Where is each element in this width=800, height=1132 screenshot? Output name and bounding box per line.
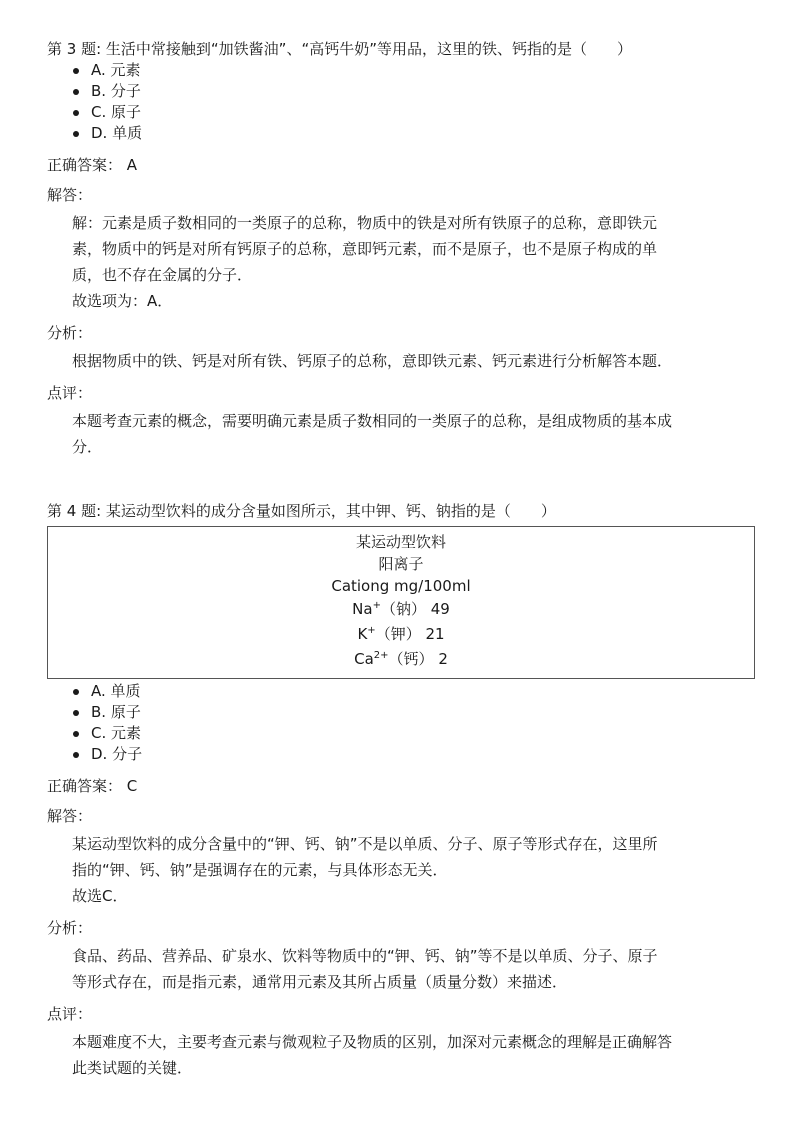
solution-line: 某运动型饮料的成分含量中的“钾、钙、钠”不是以单质、分子、原子等形式存在，这里所 bbox=[72, 835, 658, 853]
correct-answer: 正确答案： C bbox=[47, 777, 138, 795]
comment-label: 点评： bbox=[47, 384, 93, 402]
question-3 bbox=[47, 38, 757, 460]
table-unit: Cationg mg/100ml bbox=[331, 577, 471, 595]
analysis-line: 等形式存在，而是指元素，通常用元素及其所占质量（质量分数）来描述． bbox=[72, 973, 568, 991]
solution-body bbox=[47, 210, 757, 314]
option-c: C. 原子 bbox=[73, 102, 757, 123]
solution-body bbox=[47, 831, 757, 909]
table-subtitle: 阳离子 bbox=[378, 555, 424, 573]
analysis-body bbox=[47, 943, 757, 995]
option-b: B. 原子 bbox=[73, 702, 757, 723]
solution-line: 素，物质中的钙是对所有钙原子的总称，意即钙元素，而不是原子，也不是原子构成的单 bbox=[72, 240, 658, 258]
comment-label: 点评： bbox=[47, 1005, 93, 1023]
solution-line: 故选项为：A． bbox=[72, 292, 173, 310]
question-4-title: 第 4 题: 某运动型饮料的成分含量如图所示，其中钾、钙、钠指的是（ ） bbox=[47, 502, 556, 520]
correct-answer: 正确答案： A bbox=[47, 156, 138, 174]
comment-line: 本题难度不大，主要考查元素与微观粒子及物质的区别，加深对元素概念的理解是正确解答 bbox=[72, 1033, 673, 1051]
table-title: 某运动型饮料 bbox=[355, 533, 446, 551]
solution-label: 解答： bbox=[47, 807, 93, 825]
table-row-potassium: K+（钾） 21 bbox=[357, 625, 445, 643]
analysis-line: 食品、药品、营养品、矿泉水、饮料等物质中的“钾、钙、钠”等不是以单质、分子、原子 bbox=[72, 947, 658, 965]
analysis-label: 分析： bbox=[47, 919, 93, 937]
solution-line: 质，也不存在金属的分子． bbox=[72, 266, 253, 284]
comment-body bbox=[47, 1029, 757, 1081]
table-row-sodium: Na+（钠） 49 bbox=[352, 600, 450, 618]
option-d: D. 单质 bbox=[73, 123, 757, 144]
analysis-label: 分析： bbox=[47, 324, 93, 342]
solution-line: 指的“钾、钙、钠”是强调存在的元素，与具体形态无关． bbox=[72, 861, 448, 879]
comment-line: 本题考查元素的概念，需要明确元素是质子数相同的一类原子的总称，是组成物质的基本成 bbox=[72, 412, 673, 430]
question-3-options bbox=[47, 60, 757, 144]
nutrition-table bbox=[47, 526, 755, 679]
option-a: A. 元素 bbox=[73, 60, 757, 81]
option-c: C. 元素 bbox=[73, 723, 757, 744]
comment-body bbox=[47, 408, 757, 460]
question-4-options bbox=[47, 681, 757, 765]
option-b: B. 分子 bbox=[73, 81, 757, 102]
question-4 bbox=[47, 500, 757, 1081]
table-row-calcium: $Ca^{2+}$（钙） 2 bbox=[354, 650, 448, 668]
option-d: D. 分子 bbox=[73, 744, 757, 765]
analysis-body bbox=[47, 348, 757, 374]
solution-line: 故选C． bbox=[72, 887, 128, 905]
comment-line: 分． bbox=[72, 438, 103, 456]
question-3-title: 第 3 题: 生活中常接触到“加铁酱油”、“高钙牛奶”等用品，这里的铁、钙指的是（ ） bbox=[47, 40, 632, 58]
option-a: A. 单质 bbox=[73, 681, 757, 702]
analysis-line: 根据物质中的铁、钙是对所有铁、钙原子的总称，意即铁元素、钙元素进行分析解答本题． bbox=[72, 352, 673, 370]
comment-line: 此类试题的关键． bbox=[72, 1059, 193, 1077]
solution-line: 解：元素是质子数相同的一类原子的总称，物质中的铁是对所有铁原子的总称，意即铁元 bbox=[72, 214, 658, 232]
solution-label: 解答： bbox=[47, 186, 93, 204]
